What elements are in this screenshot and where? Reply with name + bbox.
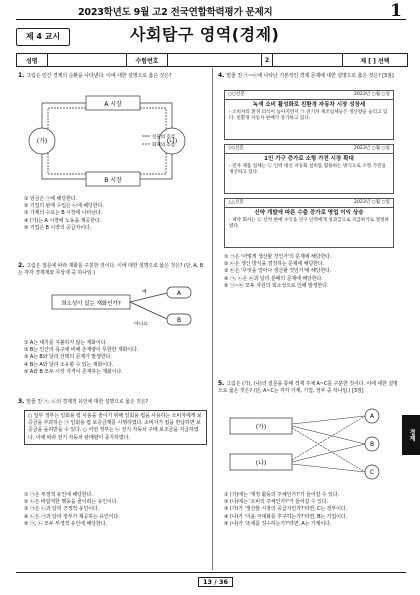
flow-line	[140, 153, 166, 174]
news-source: ◇◇신문	[228, 146, 244, 151]
option-1[interactable]: ① (가)에는 '재정 활동의 주체인가?'가 들어갈 수 있다.	[224, 492, 339, 498]
option-5[interactable]: ⑤ 기업은 B 시장의 공급자이다.	[24, 224, 92, 231]
flow-line	[42, 103, 86, 128]
news-source: △△신문	[228, 200, 244, 205]
name-label: 성명	[17, 54, 48, 66]
name-field[interactable]	[48, 54, 128, 66]
question-box-label: 희소성이 있는 재화인가?	[61, 301, 121, 307]
option-3[interactable]: ③ ㉢은 '무엇을 얼마나 생산할 것인가'에 해당한다.	[224, 268, 332, 275]
legend-label: 화폐의 흐름	[152, 143, 176, 148]
legend-label: 실물의 흐름	[152, 135, 176, 140]
option-5[interactable]: ⑤ A와 B 모두 시장 가격이 존재하는 재화이다.	[24, 368, 123, 375]
news-article-2	[224, 144, 394, 194]
question-number: 4.	[218, 72, 225, 79]
box-a-label: (가)	[255, 424, 267, 431]
option-1[interactable]: ① A는 대가를 지불하지 않는 재화이다.	[24, 340, 107, 346]
news-source: ○○신문	[228, 92, 245, 97]
question-number: 5.	[218, 380, 225, 387]
question-3-passage: ○ 일부 정부는 일회용 컵 사용을 줄이기 위해 일회용 컵을 사용하는 소비자에게 보증금을 부과하는 ㉠ 일회용 컵 보증금제를 시행하였다. 소비자가 컵을 반납하면 보증금을 돌려받을 수 있다. ○ 어떤 정부는 ㉡ 전기 자동차 구매 보조금을 지급하였다. 이에 따라 전기 자동차 판매량이 증가하였다.	[24, 410, 207, 445]
option-4[interactable]: ④ (가)는 A 시장에 노동을 제공한다.	[24, 217, 102, 224]
flow-line	[140, 103, 172, 128]
option-5[interactable]: ⑤ ㉠, ㉡ 모두 부정적 유인에 해당한다.	[24, 520, 107, 527]
news-body: - 제약 회사는 ㉢ 신약 판매 수익을 연구 인력에게 성과급으로 지급하기로 결정하였다.	[229, 218, 389, 229]
news-body: - 전자 제품 업체는 ㉡ 인력 대신 자동화 설비를 활용하는 방식으로 소형 가전을 생산하고 있다.	[229, 164, 386, 175]
footer-page: 13	[203, 578, 213, 586]
session-label: 제 4 교시	[16, 28, 70, 46]
question-2	[18, 262, 206, 277]
box-b-label: (나)	[255, 460, 267, 467]
connector-line	[292, 444, 365, 462]
question-stem: 그림은 (가), (나)의 질문을 통해 경제 주체 A~C를 구분한 것이다. 이에 대한 설명으로 옳은 것은? (단, A~C는 각각 가계, 기업, 정부 중 하나임.) [3점]	[218, 381, 398, 395]
option-1[interactable]: ① 임금은 ㉠에 해당한다.	[24, 196, 78, 202]
exam-number-label: 수험번호	[127, 54, 167, 66]
flow-line	[48, 153, 86, 174]
news-headline: 녹색 소비 활성화로 친환경 자동차 시장 성장세	[252, 102, 366, 108]
option-5[interactable]: ⑤ ㉠~㉢ 모두 자원의 희소성으로 인해 발생한다.	[224, 282, 329, 289]
market-b-label: B 시장	[104, 177, 122, 184]
info-bar	[16, 53, 408, 67]
question-stem: 그림은 질문에 따라 재화를 구분한 것이다. 이에 대한 설명으로 옳은 것은? (단, A, B는 각각 경제재와 무상재 중 하나임.)	[18, 263, 204, 277]
news-headline: 1인 가구 증가로 소형 가전 시장 확대	[264, 156, 354, 162]
question-1-options	[24, 196, 206, 232]
flow-line	[140, 108, 166, 129]
question-number: 1.	[18, 72, 25, 79]
connector-line	[292, 426, 365, 444]
flow-line	[48, 108, 86, 129]
news-body: - 소비자의 환경 의식이 높아지면서 ㉠ 전기차 제조업체들은 생산량을 늘리고 있다. 친환경 자동차 판매가 증가하고 있다.	[229, 110, 388, 121]
circular-flow-diagram	[22, 92, 208, 192]
option-4[interactable]: ④ ㉡은 ㉠과 달리 정부가 제공하는 유인이다.	[24, 513, 120, 520]
branch-line	[130, 293, 167, 302]
branch-yes-label: 예	[142, 290, 147, 295]
exam-number-field[interactable]	[168, 54, 263, 66]
news-date: 2023년 ○월 ○일	[354, 200, 390, 205]
option-2[interactable]: ② ㉡은 바람직한 행동을 줄이려는 유인이다.	[24, 499, 118, 506]
question-stem: 밑줄 친 ㉠, ㉡의 경제적 유인에 대한 설명으로 옳은 것은?	[26, 399, 149, 405]
economic-agents-diagram	[222, 408, 400, 484]
goods-classification-diagram	[22, 285, 208, 333]
actor-left-label: (가)	[36, 138, 48, 145]
column-divider	[212, 68, 213, 570]
flow-line	[42, 154, 86, 179]
node-b-label: B	[369, 441, 375, 448]
news-article-3	[224, 198, 394, 248]
footer-rule	[16, 572, 406, 573]
option-2[interactable]: ② (나)에는 '소비의 주체인가?'가 들어갈 수 있다.	[224, 499, 329, 506]
question-4	[218, 72, 402, 80]
question-4-options	[224, 254, 402, 290]
option-3[interactable]: ③ (가)가 '생산물 시장의 공급자인가?'라면, C는 정부이다.	[224, 506, 348, 513]
option-1[interactable]: ① ㉠은 '어떻게 생산할 것인가'의 문제에 해당한다.	[224, 254, 332, 260]
option-2[interactable]: ② B는 인간의 욕구에 비해 존재량이 무한한 재화이다.	[24, 347, 139, 354]
footer-page-indicator: 13 / 36	[198, 577, 233, 587]
option-2[interactable]: ② 기업의 판매 수입은 ㉡에 해당한다.	[24, 203, 104, 210]
exam-number-digit: 2	[262, 54, 273, 66]
option-2[interactable]: ② ㉡은 생산 방식을 결정하는 문제에 해당한다.	[224, 261, 325, 268]
question-2-options	[24, 340, 206, 376]
branch-no-label: 아니요	[134, 322, 148, 327]
node-a-label: A	[176, 290, 182, 297]
question-number: 2.	[18, 262, 25, 269]
option-4[interactable]: ④ B는 A와 달리 소유할 수 있는 재화이다.	[24, 361, 114, 368]
news-article-1	[224, 90, 394, 140]
market-a-label: A 시장	[104, 101, 122, 108]
branch-line	[130, 302, 167, 319]
option-3[interactable]: ③ A는 B와 달리 선택의 문제가 발생한다.	[24, 354, 112, 361]
header-rule	[16, 19, 406, 20]
option-3[interactable]: ③ 가계의 수요는 B 시장에 나타난다.	[24, 210, 103, 217]
question-stem: 그림은 민간 경제의 순환을 나타낸다. 이에 대한 설명으로 옳은 것은?	[26, 73, 172, 79]
question-3-options	[24, 492, 206, 528]
exam-header-title: 2023학년도 9월 고2 전국연합학력평가 문제지	[78, 7, 273, 18]
actor-right-label: (나)	[166, 138, 178, 145]
node-c-label: C	[369, 469, 375, 476]
option-5[interactable]: ⑤ (나)가 '조세를 징수하는가?'라면, A는 가계이다.	[224, 520, 332, 527]
exam-number-field-2[interactable]	[273, 54, 343, 66]
option-4[interactable]: ④ (나)가 '이윤 극대화를 추구하는가?'라면, B는 기업이다.	[224, 513, 348, 520]
footer-total: 36	[218, 578, 228, 586]
news-headline: 신약 개발에 따른 수출 증가로 영업 이익 상승	[254, 210, 364, 216]
node-a-label: A	[369, 413, 375, 420]
question-1	[18, 72, 206, 80]
selection-label: 제 [ ] 선택	[360, 57, 390, 65]
option-4[interactable]: ④ ㉠, ㉡은 ㉢과 달리 분배의 문제에 해당한다.	[224, 275, 323, 282]
news-date: 2023년 ○월 ○일	[354, 146, 390, 151]
page-number: 1	[390, 1, 402, 21]
question-5	[218, 380, 402, 395]
news-date: 2023년 ○월 ○일	[354, 92, 390, 97]
subject-title: 사회탐구 영역(경제)	[130, 25, 280, 44]
question-3	[18, 398, 206, 406]
question-5-options	[224, 492, 400, 528]
option-1[interactable]: ① ㉠은 부정적 유인에 해당한다.	[24, 492, 93, 498]
flow-line	[140, 154, 172, 179]
node-b-label: B	[176, 317, 182, 324]
option-3[interactable]: ③ ㉠은 ㉡과 달리 긍정적 유인이다.	[24, 506, 100, 513]
question-stem: 밑줄 친 ㉠~㉢에 나타난 기본적인 경제 문제에 대한 설명으로 옳은 것은? [3점]	[226, 73, 394, 79]
question-number: 3.	[18, 398, 25, 405]
subject-side-tab: 경제	[402, 415, 420, 455]
